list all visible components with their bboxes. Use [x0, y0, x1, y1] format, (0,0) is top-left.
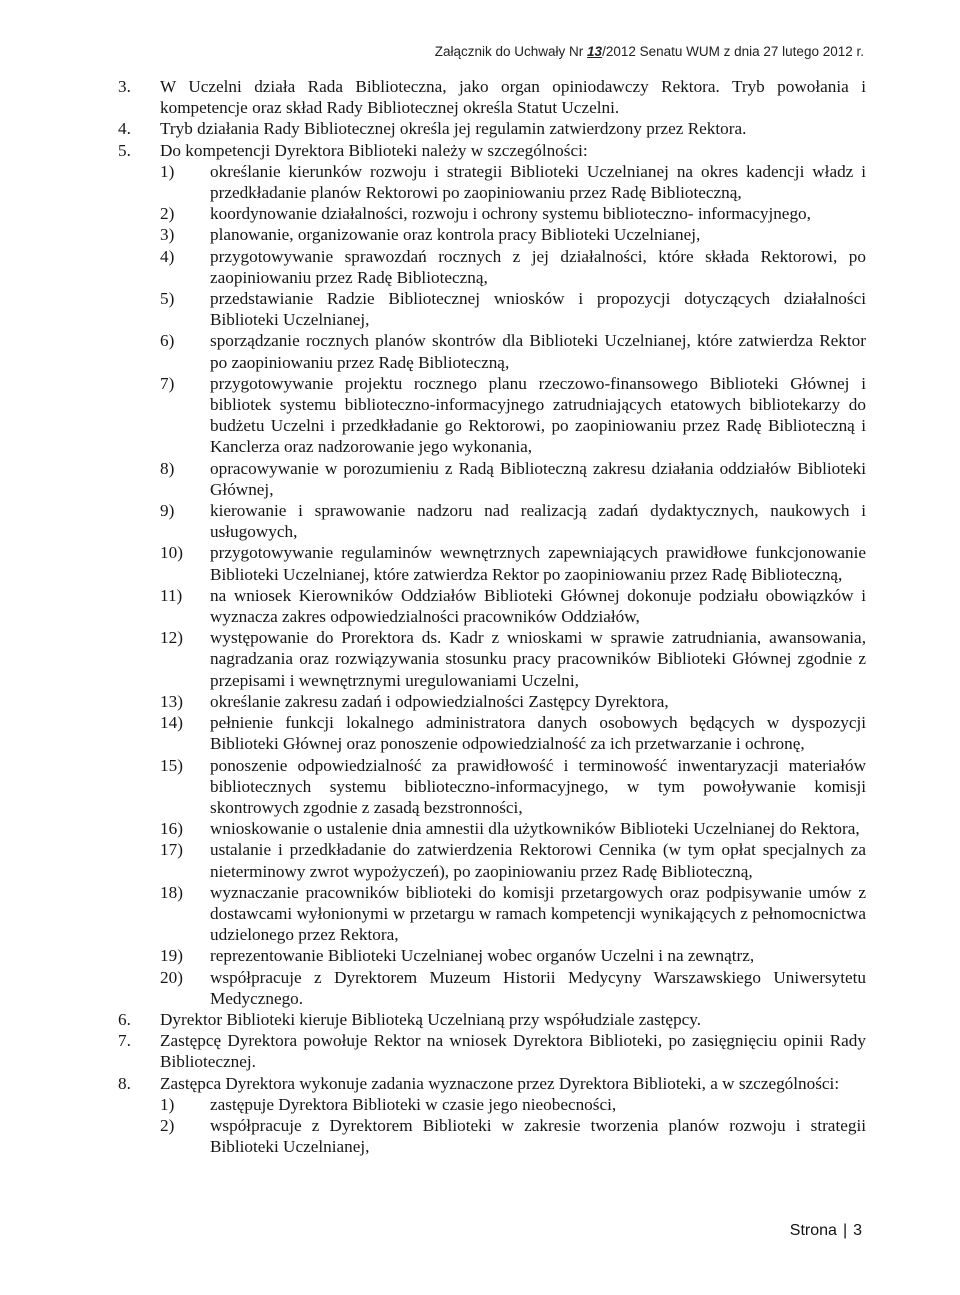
list-item-number: 16): [160, 819, 183, 839]
list-item-number: 14): [160, 713, 183, 733]
list-item-number: 17): [160, 840, 183, 860]
footer-separator: |: [842, 1222, 848, 1239]
section-6: [118, 1009, 866, 1030]
section-3: [118, 76, 866, 118]
list-item: [160, 712, 866, 754]
list-item-text: ustalanie i przedkładanie do zatwierdzenia Rektorowi Cennika (w tym opłat specjalnych za nieterminowy zwrot wypożyczeń), po zaopiniowaniu przez Radę Biblioteczną,: [210, 840, 866, 881]
list-item: [160, 161, 866, 203]
section-number: 3.: [118, 77, 131, 96]
list-item-number: 6): [160, 331, 175, 351]
section-7: [118, 1030, 866, 1072]
list-item: [160, 542, 866, 584]
header-suffix: /2012 Senatu WUM z dnia 27 lutego 2012 r.: [602, 44, 864, 59]
section-text: Tryb działania Rady Bibliotecznej określa jej regulamin zatwierdzony przez Rektora.: [160, 119, 747, 139]
list-item-number: 12): [160, 628, 183, 648]
list-item-text: pełnienie funkcji lokalnego administratora danych osobowych będących w dyspozycji Biblioteki Głównej oraz ponoszenie odpowiedzialność za ich przetwarzanie i ochronę,: [210, 713, 866, 754]
list-item: [160, 224, 866, 245]
list-item-text: reprezentowanie Biblioteki Uczelnianej wobec organów Uczelni i na zewnątrz,: [210, 946, 755, 966]
list-item-text: koordynowanie działalności, rozwoju i ochrony systemu biblioteczno- informacyjnego,: [210, 204, 811, 224]
list-item-number: 1): [160, 1094, 175, 1114]
list-item-number: 15): [160, 755, 183, 775]
list-item-number: 18): [160, 882, 183, 902]
list-item-number: 1): [160, 161, 175, 181]
list-item-number: 10): [160, 543, 183, 563]
section-number: 5.: [118, 140, 131, 160]
list-item-text: na wniosek Kierowników Oddziałów Biblioteki Głównej dokonuje podziału obowiązków i wyznacza zakres odpowiedzialności pracowników Oddziałów,: [210, 585, 866, 627]
list-item: [160, 818, 866, 839]
list-item: [160, 500, 866, 542]
section-number: 6.: [118, 1009, 131, 1029]
list-item-number: 8): [160, 458, 175, 478]
list-item-text: sporządzanie rocznych planów skontrów dla Biblioteki Uczelnianej, które zatwierdza Rektor po zaopiniowaniu przez Radę Biblioteczną,: [210, 331, 866, 372]
list-item: [160, 373, 866, 458]
list-item-number: 13): [160, 691, 183, 711]
page-footer: [790, 1222, 862, 1240]
list-item-number: 11): [160, 585, 183, 605]
list-item: [160, 839, 866, 881]
list-item: [160, 967, 866, 1009]
header-resolution-number: 13: [587, 44, 603, 59]
section-4: [118, 118, 866, 139]
list-item-text: planowanie, organizowanie oraz kontrola pracy Biblioteki Uczelnianej,: [210, 225, 701, 245]
list-item-text: współpracuje z Dyrektorem Muzeum Historii Medycyny Warszawskiego Uniwersytetu Medycznego.: [210, 967, 866, 1008]
page-header: [435, 44, 864, 59]
list-item-number: 3): [160, 225, 175, 245]
page-number: 3: [853, 1222, 862, 1239]
list-item-text: występowanie do Prorektora ds. Kadr z wnioskami w sprawie zatrudniania, awansowania, nagradzania oraz rozwiązywania stosunku pracy pracowników Biblioteki Głównej zgodnie z przepisami i wewnętrznymi uregulowaniami Uczelni,: [210, 628, 866, 690]
document-body: [118, 76, 866, 1157]
list-item: [160, 246, 866, 288]
list-item: [160, 203, 866, 224]
list-item: [160, 945, 866, 966]
list-item: [160, 627, 866, 691]
list-item-text: wyznaczanie pracowników biblioteki do komisji przetargowych oraz podpisywanie umów z dostawcami wyłonionymi w przetargu w ramach kompetencji wynikających z pełnomocnictwa udzielonego przez Rektora,: [210, 882, 866, 945]
sub-item-list: [160, 161, 866, 1009]
section-text: W Uczelni działa Rada Biblioteczna, jako organ opiniodawczy Rektora. Tryb powołania i kompetencje oraz skład Rady Bibliotecznej określa Statut Uczelni.: [160, 77, 866, 118]
list-item: [160, 458, 866, 500]
list-item-text: określanie kierunków rozwoju i strategii Biblioteki Uczelnianej na okres kadencji władz i przedkładanie planów Rektorowi po zaopiniowaniu przez Radę Biblioteczną,: [210, 161, 866, 203]
list-item-number: 19): [160, 946, 183, 966]
list-item: [160, 691, 866, 712]
header-prefix: Załącznik do Uchwały Nr: [434, 44, 584, 59]
list-item: [160, 288, 866, 330]
footer-label: Strona: [789, 1222, 837, 1239]
list-item-text: kierowanie i sprawowanie nadzoru nad realizacją zadań dydaktycznych, naukowych i usługowych,: [210, 501, 866, 542]
list-item-number: 9): [160, 501, 175, 521]
section-text: Zastępcę Dyrektora powołuje Rektor na wniosek Dyrektora Biblioteki, po zasięgnięciu opinii Rady Bibliotecznej.: [160, 1031, 866, 1072]
section-text: Zastępca Dyrektora wykonuje zadania wyznaczone przez Dyrektora Biblioteki, a w szczególności:: [160, 1073, 840, 1093]
list-item-text: opracowywanie w porozumieniu z Radą Biblioteczną zakresu działania oddziałów Biblioteki Głównej,: [210, 458, 866, 499]
list-item-text: zastępuje Dyrektora Biblioteki w czasie jego nieobecności,: [210, 1094, 617, 1114]
list-item: [160, 1094, 866, 1115]
list-item: [160, 330, 866, 372]
list-item: [160, 882, 866, 946]
section-number: 4.: [118, 119, 131, 139]
sub-item-list: [160, 1094, 866, 1158]
section-text: Dyrektor Biblioteki kieruje Biblioteką Uczelnianą przy współudziale zastępcy.: [160, 1009, 702, 1029]
list-item-number: 2): [160, 204, 175, 224]
section-5: [118, 140, 866, 1009]
list-item: [160, 585, 866, 627]
list-item-number: 2): [160, 1115, 175, 1135]
list-item-text: przygotowywanie projektu rocznego planu rzeczowo-finansowego Biblioteki Głównej i bibliotek systemu biblioteczno-informacyjnego zatrudniających etatowych bibliotekarzy do budżetu Uczelni i przedkładanie go Rektorowi, po zaopiniowaniu przez Radę Biblioteczną i Kanclerza oraz nadzorowanie jego wykonania,: [210, 373, 866, 457]
list-item-text: przygotowywanie sprawozdań rocznych z jej działalności, które składa Rektorowi, po zaopiniowaniu przez Radę Biblioteczną,: [210, 246, 866, 287]
list-item-text: przedstawianie Radzie Bibliotecznej wniosków i propozycji dotyczących działalności Biblioteki Uczelnianej,: [210, 289, 866, 330]
section-number: 7.: [118, 1031, 131, 1051]
list-item-number: 5): [160, 289, 175, 309]
list-item-number: 20): [160, 967, 183, 987]
section-number: 8.: [118, 1073, 131, 1093]
section-text: Do kompetencji Dyrektora Biblioteki należy w szczególności:: [160, 140, 588, 160]
list-item-text: współpracuje z Dyrektorem Biblioteki w zakresie tworzenia planów rozwoju i strategii Biblioteki Uczelnianej,: [210, 1115, 866, 1157]
list-item-text: określanie zakresu zadań i odpowiedzialności Zastępcy Dyrektora,: [210, 691, 669, 711]
list-item: [160, 755, 866, 819]
list-item-text: ponoszenie odpowiedzialność za prawidłowość i terminowość inwentaryzacji materiałów bibliotecznych systemu biblioteczno-informacyjnego, w tym powoływanie komisji skontrowych zgodnie z zasadą bezstronności,: [210, 755, 866, 817]
list-item-number: 7): [160, 373, 175, 393]
list-item-number: 4): [160, 246, 175, 266]
section-8: [118, 1073, 866, 1158]
list-item: [160, 1115, 866, 1157]
list-item-text: wnioskowanie o ustalenie dnia amnestii dla użytkowników Biblioteki Uczelnianej do Rektora,: [210, 819, 860, 839]
list-item-text: przygotowywanie regulaminów wewnętrznych zapewniających prawidłowe funkcjonowanie Biblioteki Uczelnianej, które zatwierdza Rektor po zaopiniowaniu przez Radę Biblioteczną,: [210, 543, 866, 584]
